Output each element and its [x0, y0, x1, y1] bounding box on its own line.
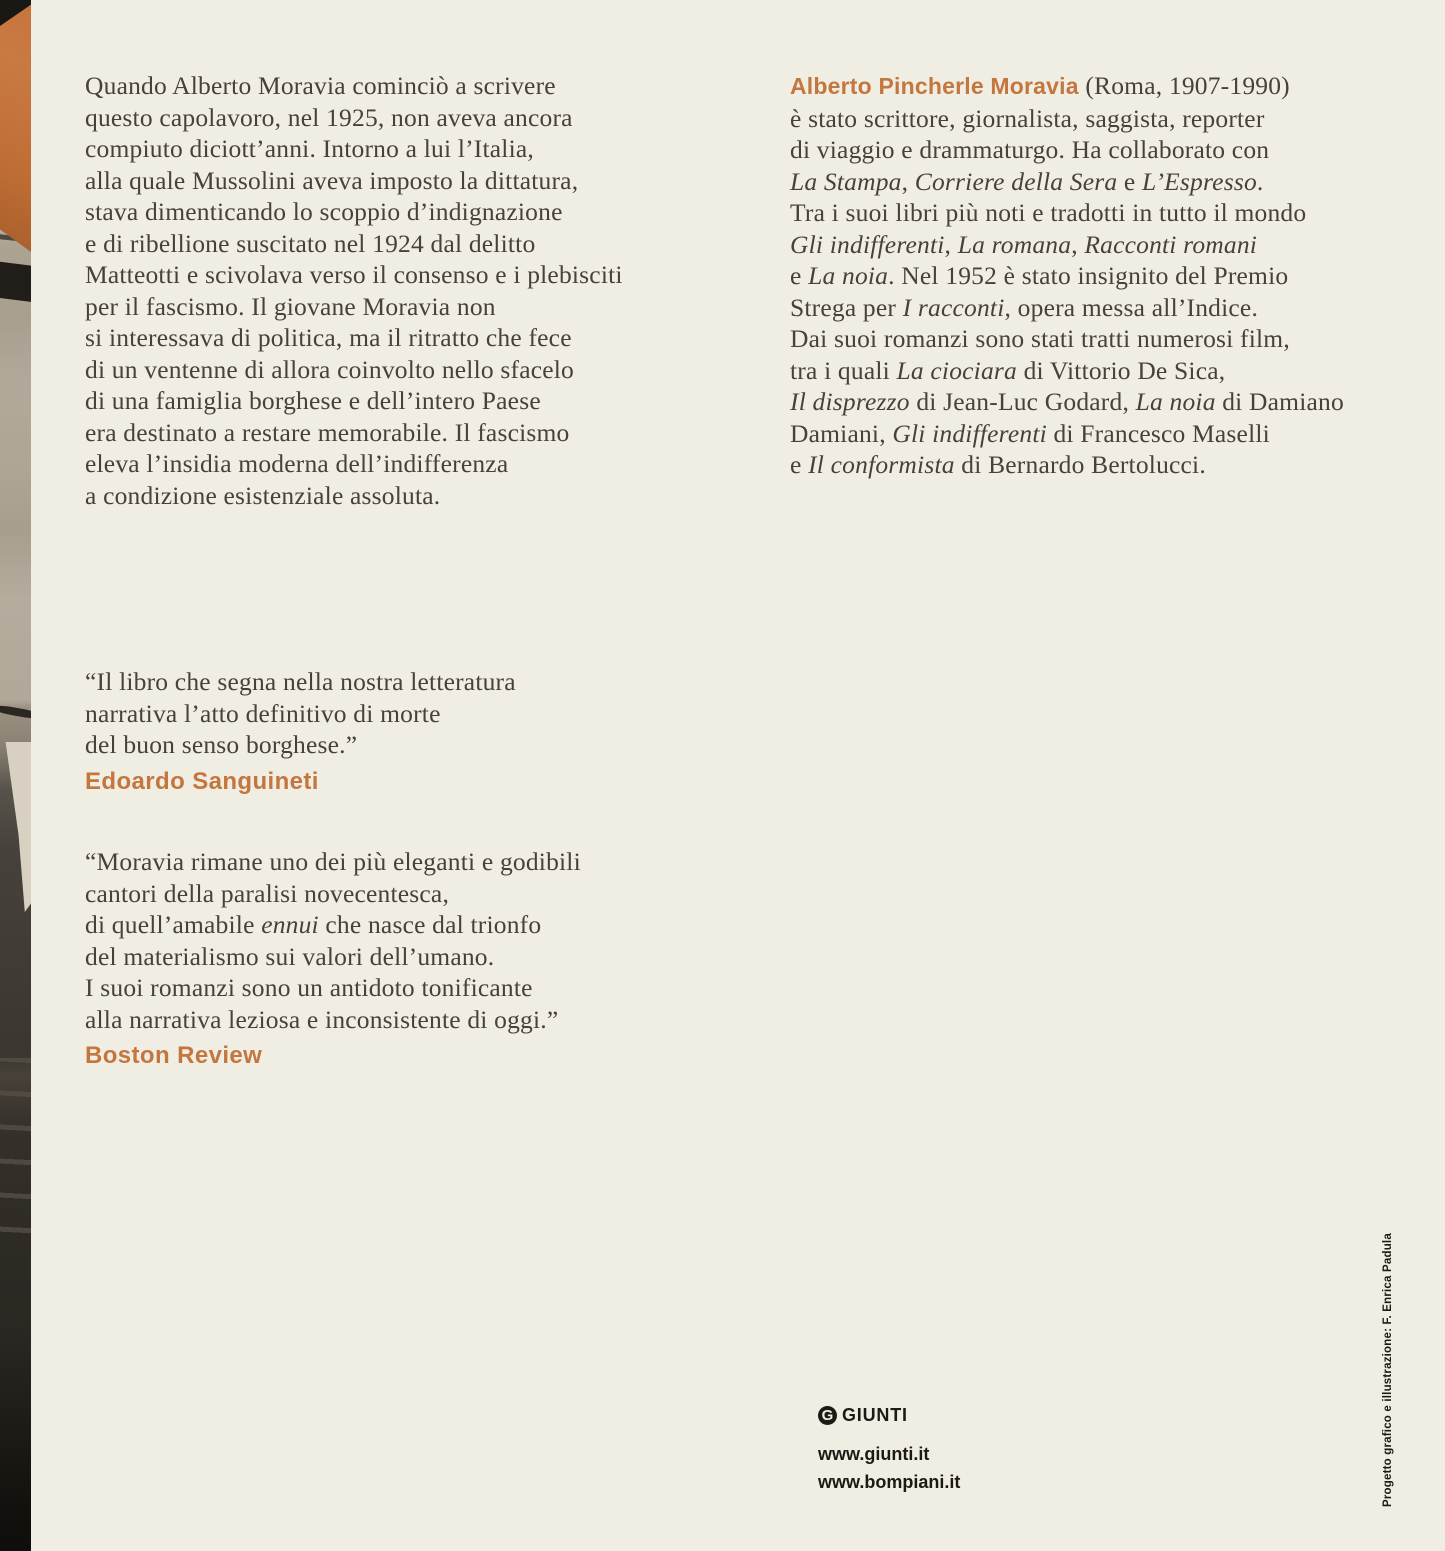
- text-segment: . Nel 1952 è stato insignito del Premio: [888, 261, 1289, 290]
- author-bio-paragraph: [790, 70, 1344, 481]
- text-line: [85, 909, 581, 941]
- text-segment: Gli indifferenti: [892, 418, 1047, 448]
- text-line: [85, 385, 623, 417]
- text-segment: La romana: [957, 229, 1072, 259]
- text-line: [790, 134, 1344, 166]
- text-segment: Dai suoi romanzi sono stati tratti numerosi film,: [790, 324, 1290, 353]
- text-segment: narrativa l’atto definitivo di morte: [85, 698, 441, 728]
- text-segment: ,: [944, 229, 958, 259]
- text-segment: del materialismo sui valori dell’umano.: [85, 941, 495, 971]
- strip-orange-shape: [0, 0, 31, 252]
- text-segment: che nasce dal trionfo: [318, 910, 542, 939]
- text-segment: La noia: [808, 261, 889, 290]
- text-segment: di Bernardo Bertolucci.: [954, 450, 1206, 479]
- text-segment: questo capolavoro, nel 1925, non aveva ancora: [85, 102, 573, 132]
- strip-black-band: [0, 261, 31, 302]
- text-segment: e: [790, 261, 809, 290]
- text-line: [85, 1004, 581, 1036]
- text-segment: era destinato a restare memorabile. Il fascismo: [85, 417, 570, 447]
- text-segment: di Jean-Luc Godard,: [909, 387, 1136, 416]
- text-line: [85, 846, 581, 878]
- text-line: [85, 133, 623, 165]
- text-segment: L’Espresso: [1142, 166, 1257, 196]
- text-line: [790, 260, 1344, 292]
- text-segment: per il fascismo. Il giovane Moravia non: [85, 291, 496, 321]
- text-line: [790, 449, 1344, 481]
- text-segment: e: [790, 450, 809, 479]
- text-segment: di una famiglia borghese e dell’intero Paese: [85, 386, 541, 415]
- text-line: [85, 322, 623, 354]
- design-credit: [1382, 1235, 1398, 1515]
- quote-1-lines: [85, 666, 516, 761]
- text-segment: Gli indifferenti: [790, 229, 945, 259]
- review-quote-1: [85, 666, 516, 797]
- quote-2-lines: [85, 846, 581, 1035]
- text-line: [790, 103, 1344, 135]
- author-name-accent: Alberto Pincherle Moravia: [790, 73, 1079, 99]
- text-segment: eleva l’insidia moderna dell’indifferenza: [85, 449, 509, 478]
- text-segment: di Vittorio De Sica,: [1017, 355, 1226, 385]
- text-segment: di quell’amabile: [85, 910, 262, 939]
- text-segment: Quando Alberto Moravia cominciò a scrivere: [85, 71, 556, 100]
- text-segment: ennui: [261, 910, 319, 939]
- design-credit-text: Progetto grafico e illustrazione: F. Enrica Padula: [1382, 1233, 1394, 1507]
- text-segment: del buon senso borghese.”: [85, 730, 358, 759]
- publisher-urls: [818, 1440, 960, 1496]
- website-url-bompiani: www.bompiani.it: [818, 1472, 961, 1492]
- text-segment: ,: [1071, 229, 1085, 259]
- text-line: [790, 323, 1344, 355]
- text-line: [790, 197, 1344, 229]
- text-segment: e di ribellione suscitato nel 1924 dal delitto: [85, 228, 536, 258]
- text-segment: tra i quali: [790, 355, 897, 385]
- text-segment: La ciociara: [896, 355, 1017, 385]
- text-segment: Racconti romani: [1084, 229, 1258, 259]
- text-line: [85, 698, 516, 730]
- text-segment: è stato scrittore, giornalista, saggista, reporter: [790, 103, 1265, 133]
- text-line: [85, 941, 581, 973]
- text-segment: Il conformista: [808, 450, 955, 479]
- text-line: [85, 102, 623, 134]
- publisher-block: [818, 1402, 960, 1496]
- text-segment: a condizione esistenziale assoluta.: [85, 480, 441, 510]
- text-segment: di viaggio e drammaturgo. Ha collaborato con: [790, 135, 1270, 164]
- text-line: [790, 229, 1344, 261]
- text-line: [790, 292, 1344, 324]
- text-segment: Corriere della Sera: [914, 166, 1118, 196]
- text-line: [790, 386, 1344, 418]
- text-segment: ,: [901, 166, 915, 196]
- cover-art-strip: [0, 0, 31, 1551]
- text-line: [85, 972, 581, 1004]
- text-segment: di Francesco Maselli: [1046, 418, 1270, 448]
- text-line: [790, 418, 1344, 450]
- text-line: [85, 70, 623, 102]
- giunti-g-logo-icon: G: [818, 1406, 837, 1425]
- text-line: [790, 166, 1344, 198]
- text-line: [790, 70, 1344, 103]
- text-segment: di un ventenne di allora coinvolto nello sfacelo: [85, 354, 574, 384]
- text-line: [85, 666, 516, 698]
- synopsis-paragraph: [85, 70, 623, 511]
- text-line: [85, 878, 581, 910]
- text-line: [85, 480, 623, 512]
- text-line: [85, 729, 516, 761]
- text-segment: La Stampa: [790, 166, 902, 196]
- quote-1-attribution: Edoardo Sanguineti: [85, 767, 319, 795]
- text-segment: Matteotti e scivolava verso il consenso e i plebisciti: [85, 260, 623, 289]
- text-segment: “Il libro che segna nella nostra letteratura: [85, 667, 516, 696]
- text-line: [85, 448, 623, 480]
- text-segment: Tra i suoi libri più noti e tradotti in tutto il mondo: [790, 198, 1307, 227]
- text-segment: Il disprezzo: [790, 387, 910, 416]
- text-segment: Damiani,: [790, 418, 893, 448]
- text-line: [85, 259, 623, 291]
- text-line: [790, 355, 1344, 387]
- publisher-name: GIUNTI: [842, 1404, 908, 1425]
- text-segment: stava dimenticando lo scoppio d’indignazione: [85, 197, 563, 226]
- text-line: [85, 354, 623, 386]
- strip-brick-texture: [0, 1058, 31, 1238]
- giunti-logo: [818, 1402, 960, 1428]
- text-segment: .: [1256, 166, 1264, 196]
- text-line: [85, 291, 623, 323]
- text-line: [85, 165, 623, 197]
- text-segment: I racconti: [902, 292, 1005, 322]
- text-segment: compiuto diciott’anni. Intorno a lui l’Italia,: [85, 134, 534, 163]
- text-segment: e: [1117, 166, 1143, 196]
- text-segment: , opera messa all’Indice.: [1004, 292, 1259, 322]
- text-segment: Strega per: [790, 292, 903, 322]
- text-line: [85, 417, 623, 449]
- quote-2-attribution: Boston Review: [85, 1042, 263, 1069]
- text-segment: si interessava di politica, ma il ritratto che fece: [85, 323, 572, 352]
- text-line: [85, 228, 623, 260]
- text-segment: (Roma, 1907-1990): [1078, 71, 1290, 100]
- text-line: [85, 196, 623, 228]
- website-url-giunti: www.giunti.it: [818, 1444, 930, 1464]
- text-segment: cantori della paralisi novecentesca,: [85, 878, 450, 908]
- text-segment: “Moravia rimane uno dei più eleganti e godibili: [85, 847, 581, 876]
- text-segment: La noia: [1135, 387, 1216, 416]
- review-quote-2: [85, 846, 581, 1071]
- text-segment: I suoi romanzi sono un antidoto tonificante: [85, 973, 533, 1002]
- text-segment: alla narrativa leziosa e inconsistente di oggi.”: [85, 1004, 559, 1034]
- text-segment: alla quale Mussolini aveva imposto la dittatura,: [85, 165, 579, 195]
- text-segment: di Damiano: [1215, 387, 1344, 416]
